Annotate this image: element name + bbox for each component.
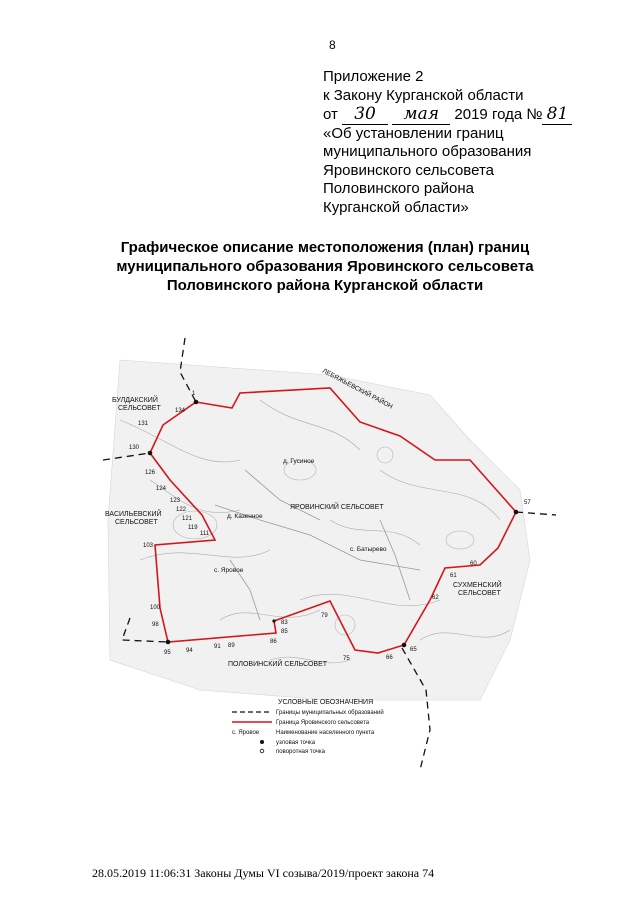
page-number: 8 — [329, 38, 336, 52]
legend-item: Наименование населенного пункта — [276, 730, 375, 736]
point-label: 60 — [470, 561, 477, 567]
settlement-label: с. Батырево — [350, 546, 387, 553]
legend-item: Граница Яровинского сельсовета — [276, 720, 370, 726]
point-label: 65 — [410, 647, 417, 653]
legend-title: УСЛОВНЫЕ ОБОЗНАЧЕНИЯ — [278, 699, 374, 706]
legend-symbol — [260, 749, 264, 753]
footer-metadata: 28.05.2019 11:06:31 Законы Думы VI созыва/2019/проект закона 74 — [92, 866, 435, 880]
legend-item: поворотная точка — [276, 749, 326, 755]
point-label: 124 — [156, 486, 167, 492]
region-label: ЛЕБЯЖЬЕВСКИЙ РАЙОН — [321, 367, 394, 411]
point-label: 86 — [270, 639, 277, 645]
map-legend — [232, 699, 384, 755]
point-label: 83 — [281, 620, 288, 626]
point-label: 1 — [192, 391, 196, 397]
settlement-label: д. Гусиное — [283, 458, 315, 465]
appendix-title-line: муниципального образования — [323, 143, 532, 160]
node-point — [402, 643, 407, 648]
terrain-layer — [108, 360, 530, 700]
heading-line: муниципального образования Яровинского сельсовета — [116, 258, 534, 275]
point-label: 66 — [386, 655, 393, 661]
point-label: 131 — [138, 421, 149, 427]
law-number-handwritten: 81 — [542, 105, 572, 125]
point-label: 121 — [182, 516, 193, 522]
point-label: 134 — [175, 408, 186, 414]
region-label: БУЛДАКСКИЙ — [112, 397, 158, 404]
point-label: 89 — [228, 643, 235, 649]
region-label: СЕЛЬСОВЕТ — [458, 590, 501, 597]
point-label: 126 — [145, 470, 156, 476]
point-label: 111 — [200, 531, 210, 537]
date-day-handwritten: 30 — [342, 105, 388, 125]
point-label: 119 — [188, 525, 198, 531]
point-label: 57 — [524, 500, 531, 506]
date-month-handwritten: мая — [392, 105, 450, 125]
node-point — [194, 400, 199, 405]
point-label: 123 — [170, 498, 181, 504]
point-label: 75 — [343, 656, 350, 662]
point-label: 130 — [129, 445, 140, 451]
point-label: 62 — [432, 595, 439, 601]
appendix-title-line: «Об установлении границ — [323, 124, 504, 142]
point-label: 100 — [150, 605, 161, 611]
appendix-title-line: Яровинского сельсовета — [323, 161, 494, 179]
region-label: СЕЛЬСОВЕТ — [118, 405, 161, 412]
node-point — [272, 619, 275, 622]
point-label: 103 — [143, 543, 154, 549]
appendix-title-line: Половинского района — [323, 180, 474, 197]
point-label: 91 — [214, 644, 221, 650]
legend-item: Границы муниципальных образований — [276, 710, 384, 716]
region-label: СЕЛЬСОВЕТ — [115, 519, 158, 526]
date-year: 2019 года № — [454, 106, 543, 123]
legend-sample: с. Яровое — [232, 730, 260, 736]
settlement-label: д. Казенное — [227, 513, 263, 520]
point-label: 94 — [186, 648, 193, 654]
appendix-line-2: к Закону Курганской области — [323, 86, 524, 104]
point-label: 98 — [152, 622, 159, 628]
date-prefix: от — [323, 106, 338, 123]
region-label: ЯРОВИНСКИЙ СЕЛЬСОВЕТ — [290, 504, 384, 511]
legend-item: узловая точка — [276, 740, 316, 746]
node-point — [148, 451, 153, 456]
heading-line: Графическое описание местоположения (план) границ — [120, 239, 530, 256]
appendix-title-line: Курганской области» — [323, 198, 469, 216]
map-extent — [108, 360, 530, 700]
region-label: ВАСИЛЬЕВСКИЙ — [105, 511, 162, 518]
point-label: 79 — [321, 613, 328, 619]
region-label: СУХМЕНСКИЙ — [453, 582, 502, 589]
heading-line: Половинского района Курганской области — [166, 277, 484, 294]
point-label: 95 — [164, 650, 171, 656]
region-label: ПОЛОВИНСКИЙ СЕЛЬСОВЕТ — [228, 661, 328, 668]
point-label: 61 — [450, 573, 457, 579]
point-label: 122 — [176, 507, 187, 513]
settlement-label: с. Яровое — [214, 567, 244, 574]
node-point — [166, 640, 171, 645]
legend-symbol — [260, 740, 264, 744]
point-label: 85 — [281, 629, 288, 635]
node-point — [514, 510, 519, 515]
appendix-line-1: Приложение 2 — [323, 68, 424, 85]
